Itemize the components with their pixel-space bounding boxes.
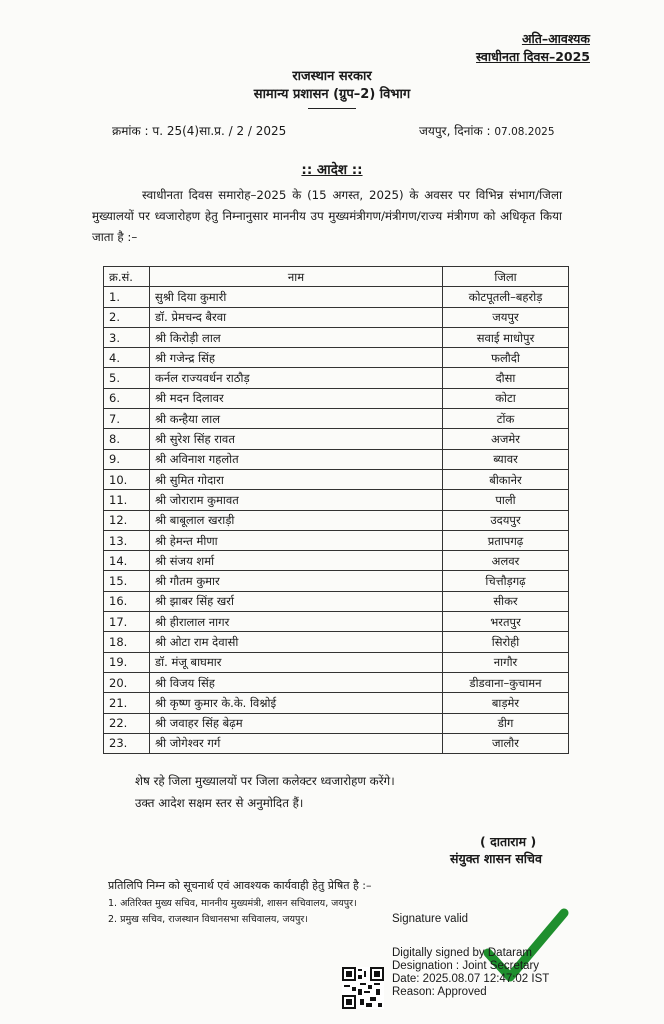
table-row [104, 388, 569, 408]
cell-serial: 21. [104, 693, 150, 713]
table-row [104, 348, 569, 368]
cell-name: श्री विजय सिंह [150, 672, 443, 692]
cell-district: भरतपुर [443, 612, 569, 632]
cell-name: श्री सुरेश सिंह रावत [150, 429, 443, 449]
cell-serial: 23. [104, 733, 150, 753]
table-row [104, 612, 569, 632]
intro-paragraph: स्वाधीनता दिवस समारोह–2025 के (15 अगस्त, 2025) के अवसर पर विभिन्न संभाग/जिला मुख्यालयों पर ध्वजारोहण हेतु निम्नानुसार माननीय उप मुख्यमंत्रीगण/मंत्रीगण/राज्य मंत्रीगण को अधिकृत किया जाता है :– [92, 188, 562, 244]
table-row [104, 672, 569, 692]
digital-signature-block [392, 947, 549, 999]
letterhead [0, 68, 664, 109]
table-row [104, 510, 569, 530]
table-row [104, 530, 569, 550]
cell-district: उदयपुर [443, 510, 569, 530]
cell-district: सिरोही [443, 632, 569, 652]
cell-district: बाड़मेर [443, 693, 569, 713]
cell-district: दौसा [443, 368, 569, 388]
urgency-line-1: अति–आवश्यक [521, 31, 590, 46]
copy-item: 1. अतिरिक्त मुख्य सचिव, माननीय मुख्यमंत्री, शासन सचिवालय, जयपुर। [108, 898, 357, 909]
cell-district: पाली [443, 490, 569, 510]
department-name: सामान्य प्रशासन (ग्रुप–2) विभाग [253, 87, 411, 102]
copy-item: 2. प्रमुख सचिव, राजस्थान विधानसभा सचिवालय, जयपुर। [108, 914, 308, 925]
table-row [104, 713, 569, 733]
table-row [104, 632, 569, 652]
table-row [104, 327, 569, 347]
header-name: नाम [150, 267, 443, 287]
table-body [104, 287, 569, 754]
cell-serial: 11. [104, 490, 150, 510]
cell-serial: 10. [104, 469, 150, 489]
cell-district: ब्यावर [443, 449, 569, 469]
header-serial: क्र.सं. [104, 267, 150, 287]
table-row [104, 652, 569, 672]
cell-name: श्री गजेन्द्र सिंह [150, 348, 443, 368]
flag-hoisting-table [103, 266, 569, 754]
signed-date: Date: 2025.08.07 12:47:02 IST [392, 973, 550, 985]
cell-name: श्री संजय शर्मा [150, 551, 443, 571]
cell-name: सुश्री दिया कुमारी [150, 287, 443, 307]
cell-district: जालौर [443, 733, 569, 753]
cell-district: सवाई माधोपुर [443, 327, 569, 347]
govt-name: राजस्थान सरकार [292, 69, 372, 84]
table-row [104, 469, 569, 489]
header-rule [308, 108, 356, 109]
cell-name: श्री बाबूलाल खराड़ी [150, 510, 443, 530]
signed-by: Digitally signed by Dataram [392, 947, 532, 959]
cell-serial: 3. [104, 327, 150, 347]
cell-district: अजमेर [443, 429, 569, 449]
cell-name: श्री सुमित गोदारा [150, 469, 443, 489]
cell-serial: 7. [104, 409, 150, 429]
cell-district: डीग [443, 713, 569, 733]
cell-district: जयपुर [443, 307, 569, 327]
cell-name: श्री गौतम कुमार [150, 571, 443, 591]
closing-line-2: उक्त आदेश सक्षम स्तर से अनुमोदित हैं। [135, 796, 304, 810]
cell-district: फलौदी [443, 348, 569, 368]
table-row [104, 693, 569, 713]
cell-name: श्री जवाहर सिंह बेढ़म [150, 713, 443, 733]
cell-serial: 18. [104, 632, 150, 652]
table-row [104, 287, 569, 307]
place-date [419, 122, 555, 139]
table-header-row [104, 267, 569, 287]
cell-serial: 2. [104, 307, 150, 327]
table-row [104, 368, 569, 388]
cell-serial: 1. [104, 287, 150, 307]
reference-number: क्रमांक : प. 25(4)सा.प्र. / 2 / 2025 [112, 124, 287, 138]
cell-district: अलवर [443, 551, 569, 571]
signatory-designation: संयुक्त शासन सचिव [450, 851, 542, 866]
cell-district: कोटा [443, 388, 569, 408]
cell-name: श्री जोगेश्वर गर्ग [150, 733, 443, 753]
place-date-label: जयपुर, दिनांक : [419, 124, 491, 138]
cell-district: डीडवाना–कुचामन [443, 672, 569, 692]
cell-name: श्री हीरालाल नागर [150, 612, 443, 632]
cell-serial: 20. [104, 672, 150, 692]
cell-name: श्री कन्हैया लाल [150, 409, 443, 429]
cell-serial: 14. [104, 551, 150, 571]
order-title [0, 160, 664, 178]
signatory-name: ( दाताराम ) [480, 834, 537, 849]
cell-district: सीकर [443, 591, 569, 611]
table-row [104, 409, 569, 429]
table-row [104, 571, 569, 591]
header-district: जिला [443, 267, 569, 287]
signer-designation: Designation : Joint Secretary [392, 960, 540, 972]
cell-name: श्री ओटा राम देवासी [150, 632, 443, 652]
cell-name: श्री हेमन्त मीणा [150, 530, 443, 550]
signature-status: Signature valid [392, 913, 469, 925]
cell-serial: 17. [104, 612, 150, 632]
copy-list [108, 896, 357, 928]
cell-serial: 12. [104, 510, 150, 530]
cell-name: श्री कृष्ण कुमार के.के. विश्नोई [150, 693, 443, 713]
cell-name: श्री अविनाश गहलोत [150, 449, 443, 469]
cell-district: प्रतापगढ़ [443, 530, 569, 550]
copy-heading: प्रतिलिपि निम्न को सूचनार्थ एवं आवश्यक कार्यवाही हेतु प्रेषित है :– [108, 879, 372, 892]
cell-name: श्री किरोड़ी लाल [150, 327, 443, 347]
cell-district: चित्तौड़गढ़ [443, 571, 569, 591]
table-row [104, 551, 569, 571]
cell-serial: 16. [104, 591, 150, 611]
table-row [104, 490, 569, 510]
table-row [104, 307, 569, 327]
cell-serial: 4. [104, 348, 150, 368]
urgency-line-2: स्वाधीनता दिवस–2025 [476, 49, 590, 64]
cell-district: बीकानेर [443, 469, 569, 489]
cell-serial: 19. [104, 652, 150, 672]
cell-name: श्री झाबर सिंह खर्रा [150, 591, 443, 611]
cell-district: टोंक [443, 409, 569, 429]
cell-serial: 5. [104, 368, 150, 388]
closing-line-1: शेष रहे जिला मुख्यालयों पर जिला कलेक्टर ध्वजारोहण करेंगे। [135, 774, 395, 788]
cell-district: कोटपूतली–बहरोड़ [443, 287, 569, 307]
cell-name: डॉ. मंजू बाघमार [150, 652, 443, 672]
cell-serial: 6. [104, 388, 150, 408]
table-row [104, 591, 569, 611]
cell-name: श्री जोराराम कुमावत [150, 490, 443, 510]
qr-code-icon [342, 967, 384, 1009]
cell-serial: 22. [104, 713, 150, 733]
cell-serial: 8. [104, 429, 150, 449]
table-row [104, 733, 569, 753]
cell-name: श्री मदन दिलावर [150, 388, 443, 408]
table-row [104, 429, 569, 449]
cell-serial: 9. [104, 449, 150, 469]
table-row [104, 449, 569, 469]
urgency-marker [476, 30, 590, 66]
cell-name: डॉ. प्रेमचन्द बैरवा [150, 307, 443, 327]
sign-reason: Reason: Approved [392, 986, 487, 998]
closing-notes [135, 770, 395, 814]
order-title-text: :: आदेश :: [301, 162, 363, 178]
cell-serial: 13. [104, 530, 150, 550]
cell-name: कर्नल राज्यवर्धन राठौड़ [150, 368, 443, 388]
order-date: 07.08.2025 [494, 126, 555, 138]
cell-serial: 15. [104, 571, 150, 591]
cell-district: नागौर [443, 652, 569, 672]
